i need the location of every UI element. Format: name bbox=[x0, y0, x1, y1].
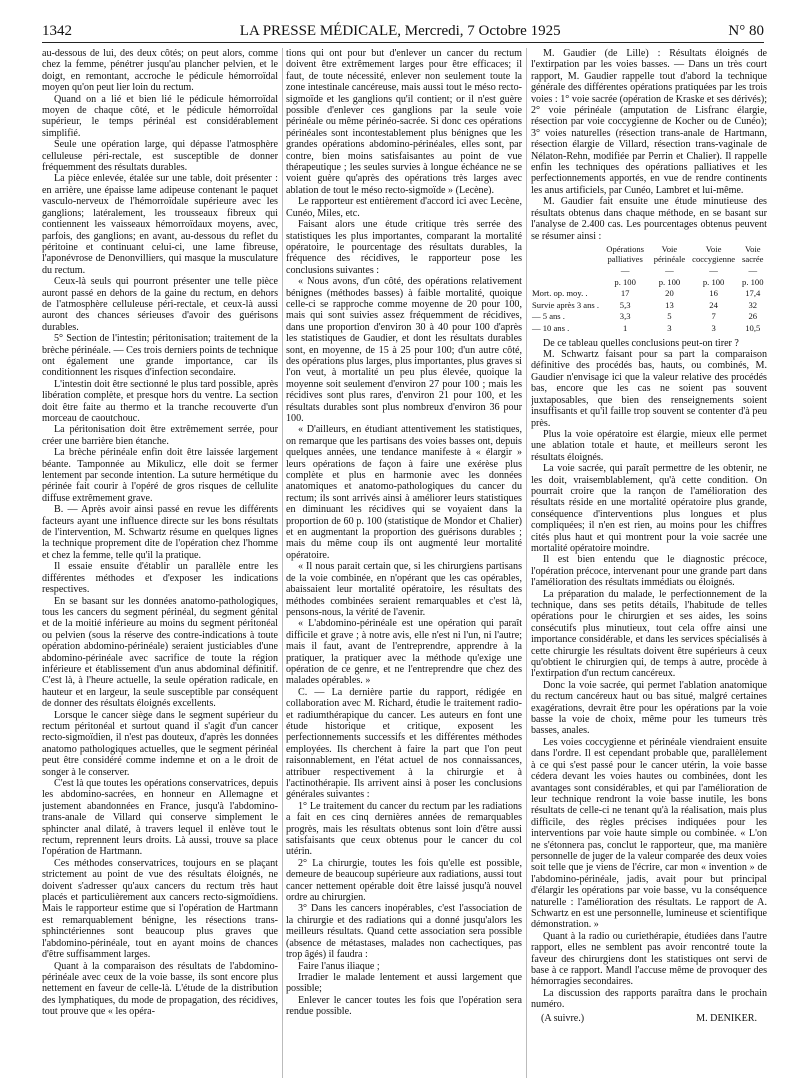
table-cell bbox=[531, 277, 600, 289]
author-signature: M. DENIKER. bbox=[696, 1012, 757, 1024]
paragraph: M. Gaudier (de Lille) : Résultats éloignés de l'extirpation par les voies basses. — Dans un très court rapport, M. Gaudier rappelle tout d'abord la technique générale des différentes opérations pratiquées par les trois voies : 1° voie sacrée (opération de Kraske et ses dérivés); 2° voie périnéale (amputation de Lisfranc élargie, résection par voie coccygienne de Kocher ou de Cunéo); 3° voies naturelles (résection trans-anale de Hartmann, résection élargie de Villard, résection trans-vaginale de Nélaton-Rehn, modifiée par Perrin et Chalier). Il rappelle enfin les techniques des opérations palliatives et les perfectionnements apportés, en vue de rendre continents les anus artificiels, par Cunéo, Lambret et lui-même. bbox=[531, 48, 767, 196]
to-be-continued: (A suivre.) bbox=[541, 1012, 585, 1024]
paragraph: Irradier le malade lentement et aussi largement que possible; bbox=[286, 971, 522, 995]
paragraph: B. — Après avoir ainsi passé en revue les différents facteurs ayant une influence directe sur les bons résultats de l'intervention, M. Schwartz résume en quelques lignes la technique proprement dite de l'opération chez l'homme et chez la femme, telle qu'il la pratique. bbox=[42, 504, 278, 561]
paragraph: au-dessous de lui, des deux côtés; on peut alors, comme chez la femme, pénétrer jusqu'au plancher pelvien, et le doigt, en remontant, accroche le pédicule hémorroïdal moyen qu'on peut lier loin du rectum. bbox=[42, 48, 278, 94]
paragraph: La voie sacrée, qui paraît permettre de les obtenir, ne les doit, vraisemblablement, qu'à cette condition. On pourrait croire que la rançon de l'amélioration des résultats réside en une mortalité opératoire plus grande, conséquence d'interventions plus longues et plus compliquées; il n'en est rien, au moins pour les chiffres cités plus haut et qui montrent pour la voie sacrée une mortalité opératoire moindre. bbox=[531, 463, 767, 554]
table-header-row bbox=[531, 244, 767, 265]
row-label: Mort. op. moy. . bbox=[532, 288, 588, 299]
paragraph: « Il nous parait certain que, si les chirurgiens partisans de la voie combinée, en n'opérant que les cas opérables, abaissaient leur mortalité opératoire, les résultats des méthodes combinées seraient remarquables et c'est là, pensons-nous, la vérité de l'avenir. bbox=[286, 561, 522, 618]
paragraph: Les voies coccygienne et périnéale viendraient ensuite dans l'ordre. Il est cependant probable que, parallèlement à ce qui s'est passé pour le cancer utérin, la voie basse cédera devant les voies hautes ou combinées, dont les avantages sont considérables, et qui par l'amélioration de leur technique rendront la voie basse inutile, les bons résultats de celle-ci ne tenant qu'à la réalisation, mais plus difficile, des règles précises indiquées pour les interventions par voie haute simple ou combinée. « L'on ne s'étonnera pas, conclut le rapporteur, que, ma manière personnelle de juger de la valeur comparée des deux voies soit telle que je viens de l'écrire, car mon « invention » de l'abdomino-périnéale, jadis, avait pour but principal d'élargir les opérations par voie basse, vu la conséquence naturelle : l'amélioration des résultats. Le rapport de A. Schwartz en est une personnelle, lumineuse et scientifique démonstration. » bbox=[531, 736, 767, 931]
paragraph: La discussion des rapports paraîtra dans le prochain numéro. bbox=[531, 987, 767, 1011]
table-cell: 32 bbox=[748, 299, 758, 310]
header-rule bbox=[42, 42, 764, 43]
paragraph: « D'ailleurs, en étudiant attentivement les statistiques, on remarque que les partisans des voies basses ont, depuis quelques années, une tendance manifeste à « élargir » leurs opérations de façon à faire une exérèse plus complète et plus en harmonie avec les données anatomiques et anatomo-pathologiques du cancer du rectum; ils sont arrivés ainsi à améliorer leurs statistiques en diminuant les récidives qui se voyaient dans la proportion de 60 p. 100 (statistique de Mondor et Chalier) et en augmentant la proportion des guérisons durables ; mais du même coup ils ont augmenté leur mortalité opératoire. bbox=[286, 424, 522, 561]
paragraph: « Nous avons, d'un côté, des opérations relativement bénignes (méthodes basses) à faible mortalité, quoique celle-ci se rapproche comme moyenne de 20 pour 100, mais qui sont suivies assez fréquemment de récidives, dans une proportion d'environ 30 à 40 pour 100 d'après les statistiques de Gaudier, et dont les résultats durables sont, en moyenne, de 15 à 25 pour 100; d'un autre côté, des opérations plus larges, plus importantes, plus graves si l'on veut, à mortalité un peu plus élevée, quoique la moyenne soit seulement d'environ 27 pour 100 ; mais les récidives sont plus rares, d'environ 21 pour 100, et les résultats durables sont plus nombreux d'environ 36 pour 100. bbox=[286, 276, 522, 424]
paragraph: C'est là que toutes les opérations conservatrices, depuis les abdomino-sacrées, en honneur en Allemagne et justement abandonnées en France, jusqu'à l'abdomino-trans-anale de Villard qui conserve simplement le sphincter anal dilaté, à travers lequel il enlève tout le rectum, reprennent leurs droits. Là aussi, trouve sa place l'opération de Hartmann. bbox=[42, 778, 278, 858]
paragraph: Quand on a lié et bien lié le pédicule hémorroïdal moyen de chaque côté, et le pédicule hémorroïdal supérieur, le temps périnéal est considérablement simplifié. bbox=[42, 93, 278, 139]
paragraph: Seule une opération large, qui dépasse l'atmosphère celluleuse péri-rectale, est susceptible de donner fréquemment des résultats durables. bbox=[42, 139, 278, 174]
table-cell: 3 bbox=[711, 323, 716, 334]
paragraph: La préparation du malade, le perfectionnement de la technique, dans ses petits détails, l'habitude de telles opérations pour le chirurgien et ses aides, les soins consécutifs plus minutieux, tout cela offre ainsi une importance considérable, et dans les services spécialisés à cette chirurgie les résultats doivent être supérieurs à ceux qu'obtient le chirurgien qui, de temps à autre, procède à l'extirpation d'un rectum cancéreux. bbox=[531, 588, 767, 680]
paragraph: La pièce enlevée, étalée sur une table, doit présenter : en arrière, une épaisse lame adipeuse contenant le paquet vasculo-nerveux de l'hémorroïdale supérieure avec les ganglions; latéralement, les trousseaux fibreux qui contiennent les vaisseaux hémorroïdaux moyens, avec, parfois, des ganglions; en avant, au-dessous du reflet du péritoine et continuant celui-ci, une lame fibreuse, l'aponévrose de Denonvilliers, qui masque la musculature du rectum. bbox=[42, 173, 278, 276]
paragraph: Quant à la radio ou curiethérapie, étudiées dans l'autre rapport, elles ne semblent pas avoir rencontré toute la faveur des chirurgiens dont les statistiques ont servi de base à ce rapport. Mandl l'accuse même de provoquer des hémorragies secondaires. bbox=[531, 930, 767, 988]
table-header: Voie périnéale bbox=[653, 243, 686, 264]
table-cell: 3 bbox=[667, 323, 672, 334]
table-cell bbox=[531, 265, 600, 277]
column-left bbox=[42, 48, 278, 1078]
signature-line bbox=[531, 1011, 767, 1024]
table-cell: 13 bbox=[665, 299, 674, 310]
table-cell: p. 100 bbox=[702, 276, 725, 287]
table-cell: 24 bbox=[709, 299, 718, 310]
column-middle bbox=[286, 48, 522, 1078]
issue-number: N° 80 bbox=[728, 23, 764, 39]
table-cell: 26 bbox=[748, 311, 758, 322]
paragraph: De ce tableau quelles conclusions peut-on tirer ? bbox=[543, 337, 739, 349]
paragraph: Le rapporteur est entièrement d'accord ici avec Lecène, Cunéo, Miles, etc. bbox=[286, 196, 522, 219]
table-row bbox=[531, 288, 767, 300]
paragraph: Plus la voie opératoire est élargie, mieux elle permet une ablation totale et haute, et meilleurs seront les résultats éloignés. bbox=[531, 428, 767, 463]
paragraph: Enlever le cancer toutes les fois que l'opération sera rendue possible. bbox=[286, 994, 522, 1018]
table-header: Voie coccygienne bbox=[692, 243, 736, 264]
paragraph: L'intestin doit être sectionné le plus tard possible, après libération complète, et presque hors du ventre. La section doit être faite au thermo et la tranche recouverte d'un morceau de caoutchouc. bbox=[42, 378, 278, 424]
table-cell: p. 100 bbox=[658, 276, 681, 287]
paragraph: Lorsque le cancer siège dans le segment supérieur du rectum péritonéal et surtout quand il s'agit d'un cancer recto-sigmoïdien, il n'est pas douteux, d'après les données anatomo pathologiques actuelles, que le segment périnéal peut être considéré comme indemne et on a le droit de songer à le conserver. bbox=[42, 709, 278, 778]
paragraph: 5° Section de l'intestin; péritonisation; traitement de la brèche périnéale. — Ces trois derniers points de technique ont également une grande importance, car ils conditionnent les risques d'infection secondaire. bbox=[42, 333, 278, 379]
paragraph: Ceux-là seuls qui pourront présenter une telle pièce auront passé en dehors de la gaine du rectum, en dehors de l'atmosphère celluleuse péri-rectale, et ceux-là aussi auront des chances sérieuses d'avoir des guérisons durables. bbox=[42, 276, 278, 333]
table-header: Voie sacrée bbox=[742, 243, 764, 264]
table-cell: — bbox=[748, 265, 758, 276]
table-cell: p. 100 bbox=[614, 276, 636, 287]
paragraph: Faire l'anus iliaque ; bbox=[298, 960, 380, 972]
paragraph: Ces méthodes conservatrices, toujours en se plaçant strictement au point de vue des résultats éloignés, ne doivent s'adresser qu'aux cancers du rectum très haut placés et particulièrement aux cancers recto-sigmoïdiens. Mais le rapporteur estime que si l'opération de Hartmann est remarquablement bénigne, les résections trans-sphinctériennes sont beaucoup plus graves que l'abdomino-périnéale, tout en ayant moins de chances d'être suffisamment larges. bbox=[42, 857, 278, 961]
column-divider bbox=[282, 48, 283, 1078]
paragraph: C. — La dernière partie du rapport, rédigée en collaboration avec M. Richard, étudie le traitement radio- et radiumthérapique du cancer. Les auteurs en font une étude historique et critique, exposent les perfectionnements successifs et les différentes méthodes employées. Ils cherchent à faire la part que l'on peut raisonnablement, en l'état actuel de nos connaissances, attribuer respectivement à la chirurgie et à l'actinothérapie. Ils arrivent ainsi à poser les conclusions générales suivantes : bbox=[286, 686, 522, 801]
journal-title: LA PRESSE MÉDICALE, Mercredi, 7 Octobre 1925 bbox=[239, 23, 561, 39]
column-divider bbox=[526, 48, 527, 1078]
table-cell: 5,3 bbox=[619, 299, 631, 310]
paragraph: Donc la voie sacrée, qui permet l'ablation anatomique du rectum cancéreux haut ou bas situé, malgré certaines exagérations, devrait être pour les opérations par la voie basse la voie de choix, même pour les tumeurs très basses, anales. bbox=[531, 679, 767, 737]
paragraph: 2° La chirurgie, toutes les fois qu'elle est possible, demeure de beaucoup supérieure aux radiations, aussi tout cancer nettement opérable doit être laissé jusqu'à nouvel ordre au chirurgien. bbox=[286, 857, 522, 904]
paragraph: Faisant alors une étude critique très serrée des statistiques les plus importantes, comparant la mortalité opératoire, le pourcentage des résultats durables, la fréquence des récidives, le rapporteur pose les conclusions suivantes : bbox=[286, 219, 522, 276]
table-dash-row bbox=[531, 265, 767, 277]
table-cell: p. 100 bbox=[742, 276, 764, 287]
table-row bbox=[531, 300, 767, 312]
paragraph: Il essaie ensuite d'établir un parallèle entre les différentes méthodes et d'exposer les indications respectives. bbox=[42, 561, 278, 596]
table-cell: 17,4 bbox=[745, 288, 761, 299]
table-cell: 1 bbox=[623, 323, 628, 334]
table-cell: 20 bbox=[665, 288, 674, 299]
table-cell: 10,5 bbox=[745, 323, 761, 334]
table-cell: 16 bbox=[709, 288, 718, 299]
table-header: Opérations palliatives bbox=[606, 243, 645, 264]
paragraph: Il est bien entendu que le diagnostic précoce, l'opération précoce, intervenant pour une grande part dans l'amélioration des résultats immédiats ou éloignés. bbox=[531, 554, 767, 589]
paragraph: « L'abdomino-périnéale est une opération qui paraît difficile et grave ; à notre avis, elle n'est ni l'un, ni l'autre; mais il faut, avant de l'entreprendre, apprendre à la pratiquer, la pratiquer avec la méthode qu'exige une opération de ce genre, et ne l'entreprendre que chez des malades opérables. » bbox=[286, 618, 522, 687]
column-right bbox=[531, 48, 767, 1078]
row-label: — 5 ans . bbox=[532, 311, 565, 322]
paragraph: 3° Dans les cancers inopérables, c'est l'association de la chirurgie et des radiations qui a donné jusqu'alors les meilleurs résultats. Quand cette association sera possible (absence de métastases, malades non cachectiques, pas trop âgés) il faudra : bbox=[286, 903, 522, 961]
table-cell: 7 bbox=[711, 311, 716, 322]
table-row bbox=[531, 323, 767, 335]
paragraph: La péritonisation doit être extrêmement serrée, pour créer une barrière bien étanche. bbox=[42, 424, 278, 447]
table-cell: 17 bbox=[620, 288, 630, 299]
row-label: — 10 ans . bbox=[532, 323, 570, 334]
paragraph: 1° Le traitement du cancer du rectum par les radiations a fait en ces cinq dernières années de remarquables progrès, mais les résultats obtenus sont loin d'être aussi satisfaisants que ceux obtenus pour le cancer du col utérin. bbox=[286, 800, 522, 858]
table-header bbox=[531, 244, 600, 265]
paragraph: tions qui ont pour but d'enlever un cancer du rectum doivent être extrêmement larges pour être efficaces; il faut, de toute nécessité, enlever non seulement toute la zone intestinale cancéreuse, mais aussi tout le méso recto-sigmoïde et les ganglions qu'il contient; or il n'est guère possible d'enlever ces ganglions par la seule voie périnéale ou même périnéo-sacrée. Si donc ces opérations périnéales sont incontestablement plus bénignes que les grandes opérations abdomino-périnéales, elles sont, par contre, bien moins satisfaisantes au point de vue thérapeutique ; les seules survies à longue échéance ne se voient guère qu'après des opérations très larges avec ablation de tout le méso recto-sigmoïde » (Lecène). bbox=[286, 48, 522, 196]
paragraph: M. Gaudier fait ensuite une étude minutieuse des résultats obtenus dans chaque méthode, en se basant sur l'analyse de 2.400 cas. Les pourcentages obtenus peuvent se résumer ainsi : bbox=[531, 196, 767, 242]
paragraph: La brèche périnéale enfin doit être laissée largement béante. Tamponnée au Mikulicz, elle doit se fermer lentement par seconde intention. La suture hermétique du périnée fait courir à l'opéré de gros risques de cellulite diffuse extrêmement grave. bbox=[42, 447, 278, 504]
table-row bbox=[531, 311, 767, 323]
table-unit-row bbox=[531, 277, 767, 289]
page-number: 1342 bbox=[42, 23, 72, 39]
paragraph: Quant à la comparaison des résultats de l'abdomino-périnéale avec ceux de la voie basse, ils sont encore plus nettement en faveur de celle-là. L'étude de la distribution des lymphatiques, du mode de propagation, des récidives, tout prouve que « les opéra- bbox=[42, 960, 278, 1018]
row-label: Survie après 3 ans . bbox=[532, 299, 600, 310]
results-table bbox=[531, 244, 767, 335]
table-cell: 3,3 bbox=[619, 311, 631, 322]
table-cell: — bbox=[665, 265, 674, 276]
paragraph: M. Schwartz faisant pour sa part la comparaison définitive des procédés bas, hauts, ou combinés, M. Gaudier n'envisage ici que la valeur relative des procédés bas, encore que les cas ne soient pas souvent juxtaposables, que bien des renseignements soient insuffisants et qu'il faille trop souvent se contenter d'à peu près. bbox=[531, 349, 767, 429]
page-header bbox=[42, 18, 764, 40]
table-cell: 5 bbox=[667, 311, 672, 322]
table-cell: — bbox=[620, 265, 630, 276]
paragraph: En se basant sur les données anatomo-pathologiques, tous les cancers du segment périnéal, du segment génital et de la moitié inférieure au moins du segment péritonéal ou pelvien (sous la réserve des contre-indications à toute opération abdomino-périnéale) seraient justiciables d'une abdomino-périnéale avec sacrifice de toute la région inférieure et établissement d'un anus abdominal définitif. C'est là, à l'heure actuelle, la seule opération radicale, en hauteur et en largeur, la seule susceptible par conséquent de donner des résultats éloignés excellents. bbox=[42, 595, 278, 710]
table-cell: — bbox=[709, 265, 718, 276]
